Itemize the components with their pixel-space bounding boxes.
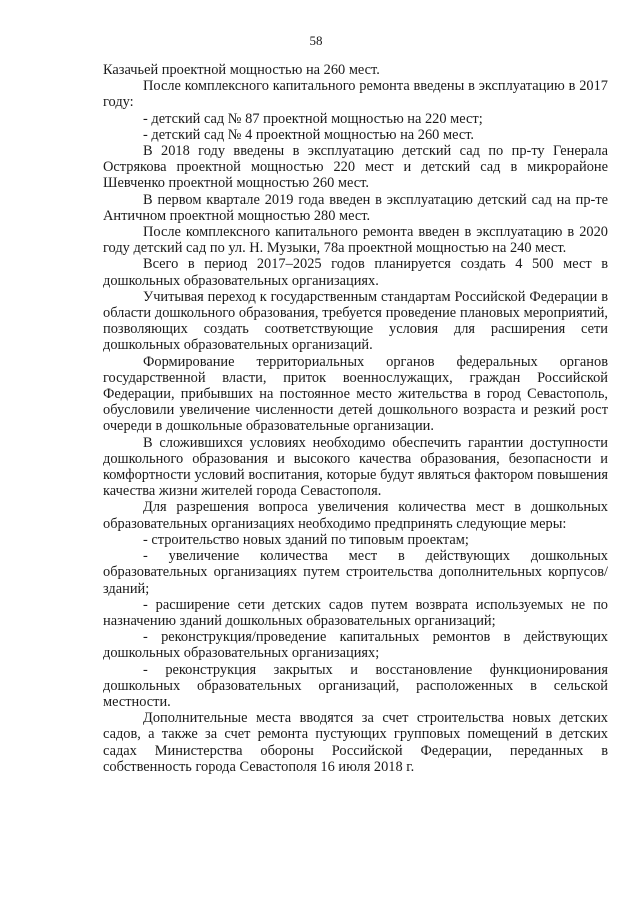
document-body xyxy=(103,62,608,775)
list-item: - реконструкция закрытых и восстановление функционирования дошкольных образовательных организаций, расположенных в сельской местности. xyxy=(103,661,608,710)
list-item: - реконструкция/проведение капитальных ремонтов в действующих дошкольных образовательных организациях; xyxy=(103,629,608,662)
paragraph: Учитывая переход к государственным стандартам Российской Федерации в области дошкольного образования, требуется проведение плановых мероприятий, позволяющих создать соответствующие условия для расширения сети дошкольных образовательных организаций. xyxy=(103,288,608,354)
paragraph: Формирование территориальных органов федеральных органов государственной власти, приток военнослужащих, граждан Российской Федерации, прибывших на постоянное место жительства в город Севастополь, обусловили увеличение численности детей дошкольного возраста и резкий рост очереди в дошкольные образовательные организации. xyxy=(103,353,608,435)
paragraph: После комплексного капитального ремонта введен в эксплуатацию в 2020 году детский сад по ул. Н. Музыки, 78а проектной мощностью на 240 мест. xyxy=(103,224,608,257)
list-item: - строительство новых зданий по типовым проектам; xyxy=(143,531,469,548)
list-item: - детский сад № 87 проектной мощностью на 220 мест; xyxy=(143,110,483,127)
paragraph: Дополнительные места вводятся за счет строительства новых детских садов, а также за счет ремонта пустующих групповых помещений в детских садах Министерства обороны Российской Федерации, переданных в собственность города Севастополя 16 июля 2018 г. xyxy=(103,710,608,775)
paragraph: Для разрешения вопроса увеличения количества мест в дошкольных образовательных организациях необходимо предпринять следующие меры: xyxy=(103,499,608,532)
list-item: - расширение сети детских садов путем возврата используемых не по назначению зданий дошкольных образовательных организаций; xyxy=(103,596,608,629)
paragraph: Всего в период 2017–2025 годов планируется создать 4 500 мест в дошкольных образовательных организациях. xyxy=(103,256,608,289)
paragraph: Казачьей проектной мощностью на 260 мест. xyxy=(103,62,380,78)
paragraph: После комплексного капитального ремонта введены в эксплуатацию в 2017 году: xyxy=(103,78,608,111)
paragraph: В первом квартале 2019 года введен в эксплуатацию детский сад на пр-те Античном проектной мощностью 280 мест. xyxy=(103,191,608,224)
page-number: 58 xyxy=(309,33,323,48)
list-item: - увеличение количества мест в действующих дошкольных образовательных организациях путем строительства дополнительных корпусов/зданий; xyxy=(103,548,608,597)
paragraph: В 2018 году введены в эксплуатацию детский сад по пр-ту Генерала Острякова проектной мощностью 220 мест и детский сад в микрорайоне Шевченко проектной мощностью 260 мест. xyxy=(103,143,608,192)
list-item: - детский сад № 4 проектной мощностью на 260 мест. xyxy=(143,126,475,143)
paragraph: В сложившихся условиях необходимо обеспечить гарантии доступности дошкольного образования и высокого качества образования, безопасности и комфортности условий воспитания, которые будут являться фактором повышения качества жизни жителей города Севастополя. xyxy=(103,434,608,500)
